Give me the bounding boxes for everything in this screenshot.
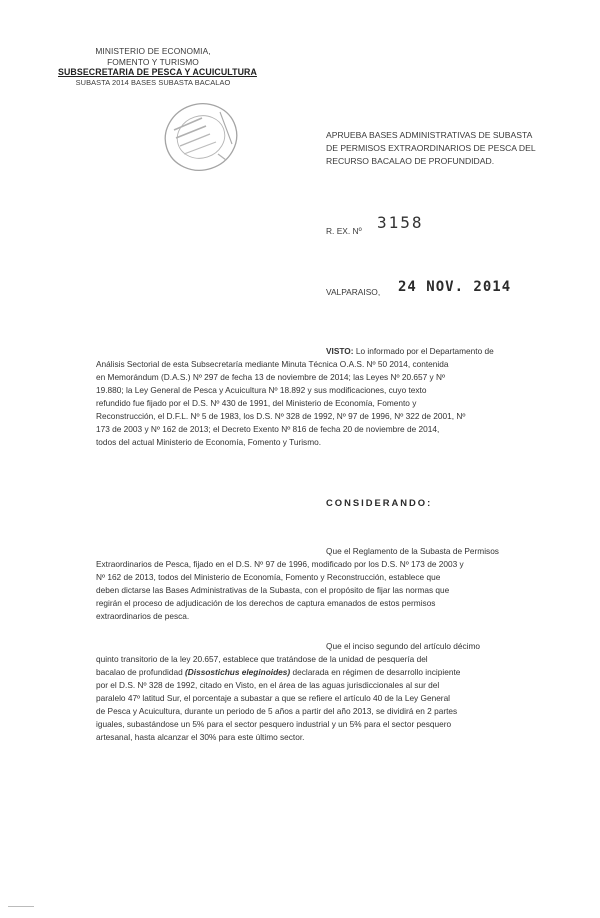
paragraph-line: quinto transitorio de la ley 20.657, establece que tratándose de la unidad de pesquería del xyxy=(96,654,428,664)
visto-line: Análisis Sectorial de esta Subsecretaría mediante Minuta Técnica O.A.S. Nº 50 2014, contenida xyxy=(96,359,449,369)
paragraph-line: regirán el proceso de adjudicación de los derechos de captura emanados de estos permisos xyxy=(96,598,436,608)
resolution-subject xyxy=(326,129,561,168)
visto-line: en Memorándum (D.A.S.) Nº 297 de fecha 13 de noviembre de 2014; las Leyes Nº 20.657 y Nº xyxy=(96,372,445,382)
paragraph-line: Extraordinarios de Pesca, fijado en el D.S. Nº 97 de 1996, modificado por los D.S. Nº 173 de 2003 y xyxy=(96,559,464,569)
ministry-name-cont: FOMENTO Y TURISMO xyxy=(107,56,199,67)
visto-paragraph xyxy=(96,345,576,449)
paragraph-first-line: Que el Reglamento de la Subasta de Permisos xyxy=(326,546,499,556)
scan-edge-mark xyxy=(8,906,34,907)
text-run: bacalao de profundidad xyxy=(96,667,186,677)
resolution-label: R. EX. Nº xyxy=(326,226,362,236)
resolution-number: 3158 xyxy=(377,213,424,232)
paragraph-line: Nº 162 de 2013, todos del Ministerio de Economía, Fomento y Reconstrucción, establece que xyxy=(96,572,441,582)
visto-heading: VISTO: xyxy=(326,346,354,356)
visto-line: 19.880; la Ley General de Pesca y Acuicultura Nº 18.892 y sus modificaciones, cuyo texto xyxy=(96,385,427,395)
considerando-paragraph-1 xyxy=(96,545,576,623)
official-seal-icon xyxy=(160,96,242,178)
visto-line: Reconstrucción, el D.F.L. Nº 5 de 1983, los D.S. Nº 328 de 1992, Nº 97 de 1996, Nº 322 de 2001, Nº xyxy=(96,411,466,421)
paragraph-first-line: Que el inciso segundo del artículo décimo xyxy=(326,641,481,651)
paragraph-line xyxy=(96,666,576,679)
paragraph-line: por el D.S. Nº 328 de 1992, citado en Visto, en el área de las aguas jurisdiccionales al sur del xyxy=(96,680,440,690)
considerando-heading: CONSIDERANDO: xyxy=(326,497,433,508)
subject-line-3: RECURSO BACALAO DE PROFUNDIDAD. xyxy=(326,156,495,166)
paragraph-line: iguales, subastándose un 5% para el sector pesquero industrial y un 5% para el sector pesquero xyxy=(96,719,452,729)
visto-line: todos del actual Ministerio de Economía, Fomento y Turismo. xyxy=(96,437,322,447)
visto-line: 173 de 2003 y Nº 162 de 2013; el Decreto Exento Nº 816 de fecha 20 de noviembre de 2014, xyxy=(96,424,440,434)
date-stamp: 24 NOV. 2014 xyxy=(398,279,512,295)
paragraph-line: deben dictarse las Bases Administrativas de la Subasta, con el propósito de fijar las normas que xyxy=(96,585,450,595)
place-label: VALPARAISO, xyxy=(326,287,381,297)
paragraph-line: paralelo 47º latitud Sur, el porcentaje a subastar a que se refiere el artículo 40 de la Ley General xyxy=(96,693,451,703)
ministry-name: MINISTERIO DE ECONOMIA, xyxy=(95,46,211,56)
visto-line: refundido fue fijado por el D.S. Nº 430 de 1991, del Ministerio de Economía, Fomento y xyxy=(96,398,417,408)
paragraph-line: extraordinarios de pesca. xyxy=(96,611,190,621)
paragraph-line: artesanal, hasta alcanzar el 30% para este último sector. xyxy=(96,732,305,742)
species-name: (Dissostichus eleginoides) xyxy=(185,667,291,677)
considerando-paragraph-2 xyxy=(96,640,576,744)
file-reference: SUBASTA 2014 BASES SUBASTA BACALAO xyxy=(75,77,231,87)
subject-line-1: APRUEBA BASES ADMINISTRATIVAS DE SUBASTA xyxy=(326,130,533,140)
text-run: declarada en régimen de desarrollo incipiente xyxy=(290,667,461,677)
subject-line-2: DE PERMISOS EXTRAORDINARIOS DE PESCA DEL xyxy=(326,143,536,153)
undersecretariat-name: SUBSECRETARIA DE PESCA Y ACUICULTURA xyxy=(58,67,257,78)
letterhead xyxy=(58,46,257,88)
paragraph-line: de Pesca y Acuicultura, durante un periodo de 5 años a partir del año 2013, se dividirá en 2 partes xyxy=(96,706,458,716)
visto-first-line: Lo informado por el Departamento de xyxy=(355,346,494,356)
